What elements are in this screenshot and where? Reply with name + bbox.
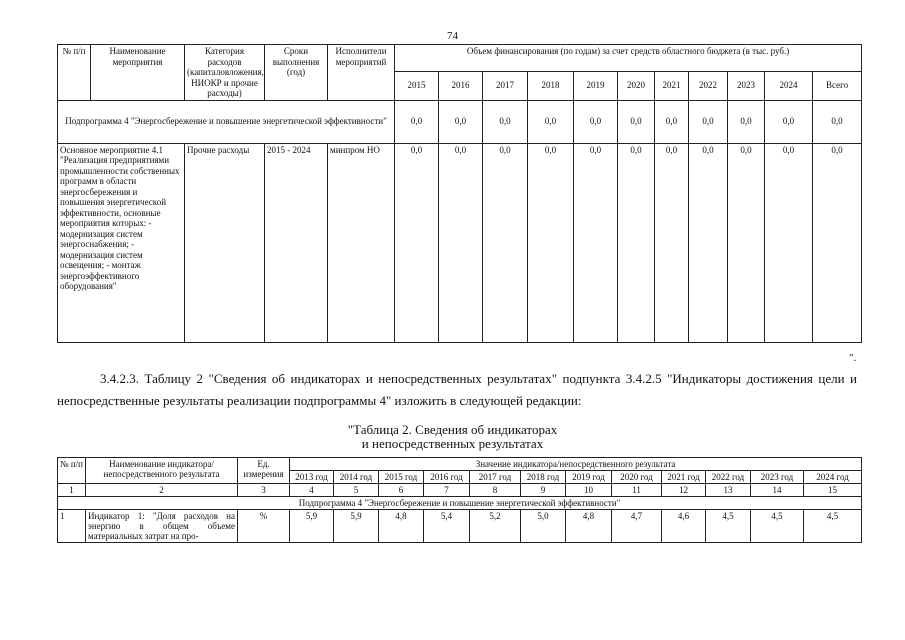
t2-row1-value-1: 5,9 (334, 510, 379, 543)
funding-year-header-8: 2023 (728, 71, 765, 100)
subprogram-value-4: 0,0 (574, 100, 618, 143)
page-number: 74 (447, 30, 458, 42)
t2-header-name: Наименование индикатора/непосредственного результата (86, 458, 238, 484)
t2-row1-value-10: 4,5 (751, 510, 804, 543)
t2-row1-value-2: 4,8 (379, 510, 424, 543)
main-activity-value-8: 0,0 (728, 143, 765, 342)
closing-quote: ". (849, 352, 857, 364)
funding-year-header-4: 2019 (574, 71, 618, 100)
funding-year-header-3: 2018 (528, 71, 574, 100)
t2-row1-value-7: 4,7 (612, 510, 662, 543)
t2-col-number-4: 5 (334, 484, 379, 497)
t2-row1-value-5: 5,0 (521, 510, 566, 543)
t2-year-header-4: 2017 год (470, 471, 521, 484)
amendment-paragraph: 3.4.2.3. Таблицу 2 "Сведения об индикаторах и непосредственных результатах" подпункта 3.4.2.5 "Индикаторы достижения цели и непосредственные результаты реализации подпрограммы 4" изложить в следующей редакции: (57, 371, 857, 408)
subprogram-value-3: 0,0 (528, 100, 574, 143)
header-category: Категория расходов (капиталовложения, НИОКР и прочие расходы) (185, 45, 265, 101)
t2-row1-value-6: 4,8 (566, 510, 612, 543)
main-activity-value-7: 0,0 (689, 143, 728, 342)
t2-row1-name: Индикатор 1: "Доля расходов на энергию в общем объеме материальных затрат на про- (86, 510, 238, 543)
main-activity-value-0: 0,0 (395, 143, 439, 342)
funding-year-header-7: 2022 (689, 71, 728, 100)
t2-year-header-10: 2023 год (751, 471, 804, 484)
subprogram-value-0: 0,0 (395, 100, 439, 143)
t2-col-number-6: 7 (424, 484, 470, 497)
main-activity-executor: минпром НО (328, 143, 395, 342)
t2-year-header-6: 2019 год (566, 471, 612, 484)
main-activity-value-3: 0,0 (528, 143, 574, 342)
funding-year-header-1: 2016 (439, 71, 483, 100)
subprogram-row-label: Подпрограмма 4 "Энергосбережение и повышение энергетической эффективности" (58, 100, 395, 143)
subprogram-value-5: 0,0 (618, 100, 655, 143)
main-activity-value-5: 0,0 (618, 143, 655, 342)
t2-col-number-9: 10 (566, 484, 612, 497)
t2-year-header-7: 2020 год (612, 471, 662, 484)
t2-row1-value-8: 4,6 (662, 510, 706, 543)
t2-row1-value-0: 5,9 (290, 510, 334, 543)
header-terms: Сроки выполнения (год) (265, 45, 328, 101)
t2-col-number-5: 6 (379, 484, 424, 497)
t2-row1-value-4: 5,2 (470, 510, 521, 543)
t2-header-num: № п/п (58, 458, 86, 484)
table2-caption-line2: и непосредственных результатах (361, 436, 544, 451)
subprogram-value-1: 0,0 (439, 100, 483, 143)
subprogram-value-9: 0,0 (765, 100, 813, 143)
header-name: Наименование мероприятия (91, 45, 185, 101)
funding-year-header-5: 2020 (618, 71, 655, 100)
t2-row1-num: 1 (58, 510, 86, 543)
t2-row1-value-11: 4,5 (804, 510, 862, 543)
t2-year-header-0: 2013 год (290, 471, 334, 484)
t2-col-number-10: 11 (612, 484, 662, 497)
header-num: № п/п (58, 45, 91, 101)
main-activity-value-9: 0,0 (765, 143, 813, 342)
t2-col-number-7: 8 (470, 484, 521, 497)
t2-col-number-13: 14 (751, 484, 804, 497)
main-activity-name: Основное мероприятие 4.1 "Реализация предприятиями промышленности собственных программ в области энергосбережения и повышения энергетической эффективности, основные мероприятия которых: - модернизация систем энергоснабжения; - модернизация систем освещения; - монтаж энергоэффективного оборудования" (58, 143, 185, 342)
subprogram-value-8: 0,0 (728, 100, 765, 143)
t2-year-header-1: 2014 год (334, 471, 379, 484)
t2-col-number-0: 1 (58, 484, 86, 497)
funding-table (57, 44, 862, 343)
main-activity-value-2: 0,0 (483, 143, 528, 342)
t2-col-number-14: 15 (804, 484, 862, 497)
main-activity-value-4: 0,0 (574, 143, 618, 342)
t2-row1-unit: % (238, 510, 290, 543)
t2-col-number-2: 3 (238, 484, 290, 497)
t2-year-header-9: 2022 год (706, 471, 751, 484)
funding-year-header-10: Всего (813, 71, 862, 100)
t2-col-number-1: 2 (86, 484, 238, 497)
t2-col-number-3: 4 (290, 484, 334, 497)
main-activity-value-1: 0,0 (439, 143, 483, 342)
funding-year-header-6: 2021 (655, 71, 689, 100)
indicators-table (57, 457, 862, 543)
subprogram-value-2: 0,0 (483, 100, 528, 143)
main-activity-terms: 2015 - 2024 (265, 143, 328, 342)
t2-year-header-11: 2024 год (804, 471, 862, 484)
table2-caption-line1: "Таблица 2. Сведения об индикаторах (347, 422, 558, 437)
funding-year-header-0: 2015 (395, 71, 439, 100)
funding-year-header-2: 2017 (483, 71, 528, 100)
t2-subprogram-label: Подпрограмма 4 "Энергосбережение и повышение энергетической эффективности" (58, 497, 862, 510)
subprogram-value-10: 0,0 (813, 100, 862, 143)
t2-row1-value-3: 5,4 (424, 510, 470, 543)
t2-year-header-5: 2018 год (521, 471, 566, 484)
main-activity-value-10: 0,0 (813, 143, 862, 342)
t2-year-header-3: 2016 год (424, 471, 470, 484)
t2-col-number-8: 9 (521, 484, 566, 497)
t2-col-number-11: 12 (662, 484, 706, 497)
header-executors: Исполнители мероприятий (328, 45, 395, 101)
t2-year-header-8: 2021 год (662, 471, 706, 484)
t2-row1-value-9: 4,5 (706, 510, 751, 543)
main-activity-value-6: 0,0 (655, 143, 689, 342)
t2-header-unit: Ед. измерения (238, 458, 290, 484)
header-funding: Объем финансирования (по годам) за счет средств областного бюджета (в тыс. руб.) (395, 45, 862, 72)
t2-year-header-2: 2015 год (379, 471, 424, 484)
funding-year-header-9: 2024 (765, 71, 813, 100)
t2-header-value: Значение индикатора/непосредственного результата (290, 458, 862, 471)
subprogram-value-6: 0,0 (655, 100, 689, 143)
subprogram-value-7: 0,0 (689, 100, 728, 143)
table2-caption (0, 423, 905, 451)
t2-col-number-12: 13 (706, 484, 751, 497)
main-activity-category: Прочие расходы (185, 143, 265, 342)
